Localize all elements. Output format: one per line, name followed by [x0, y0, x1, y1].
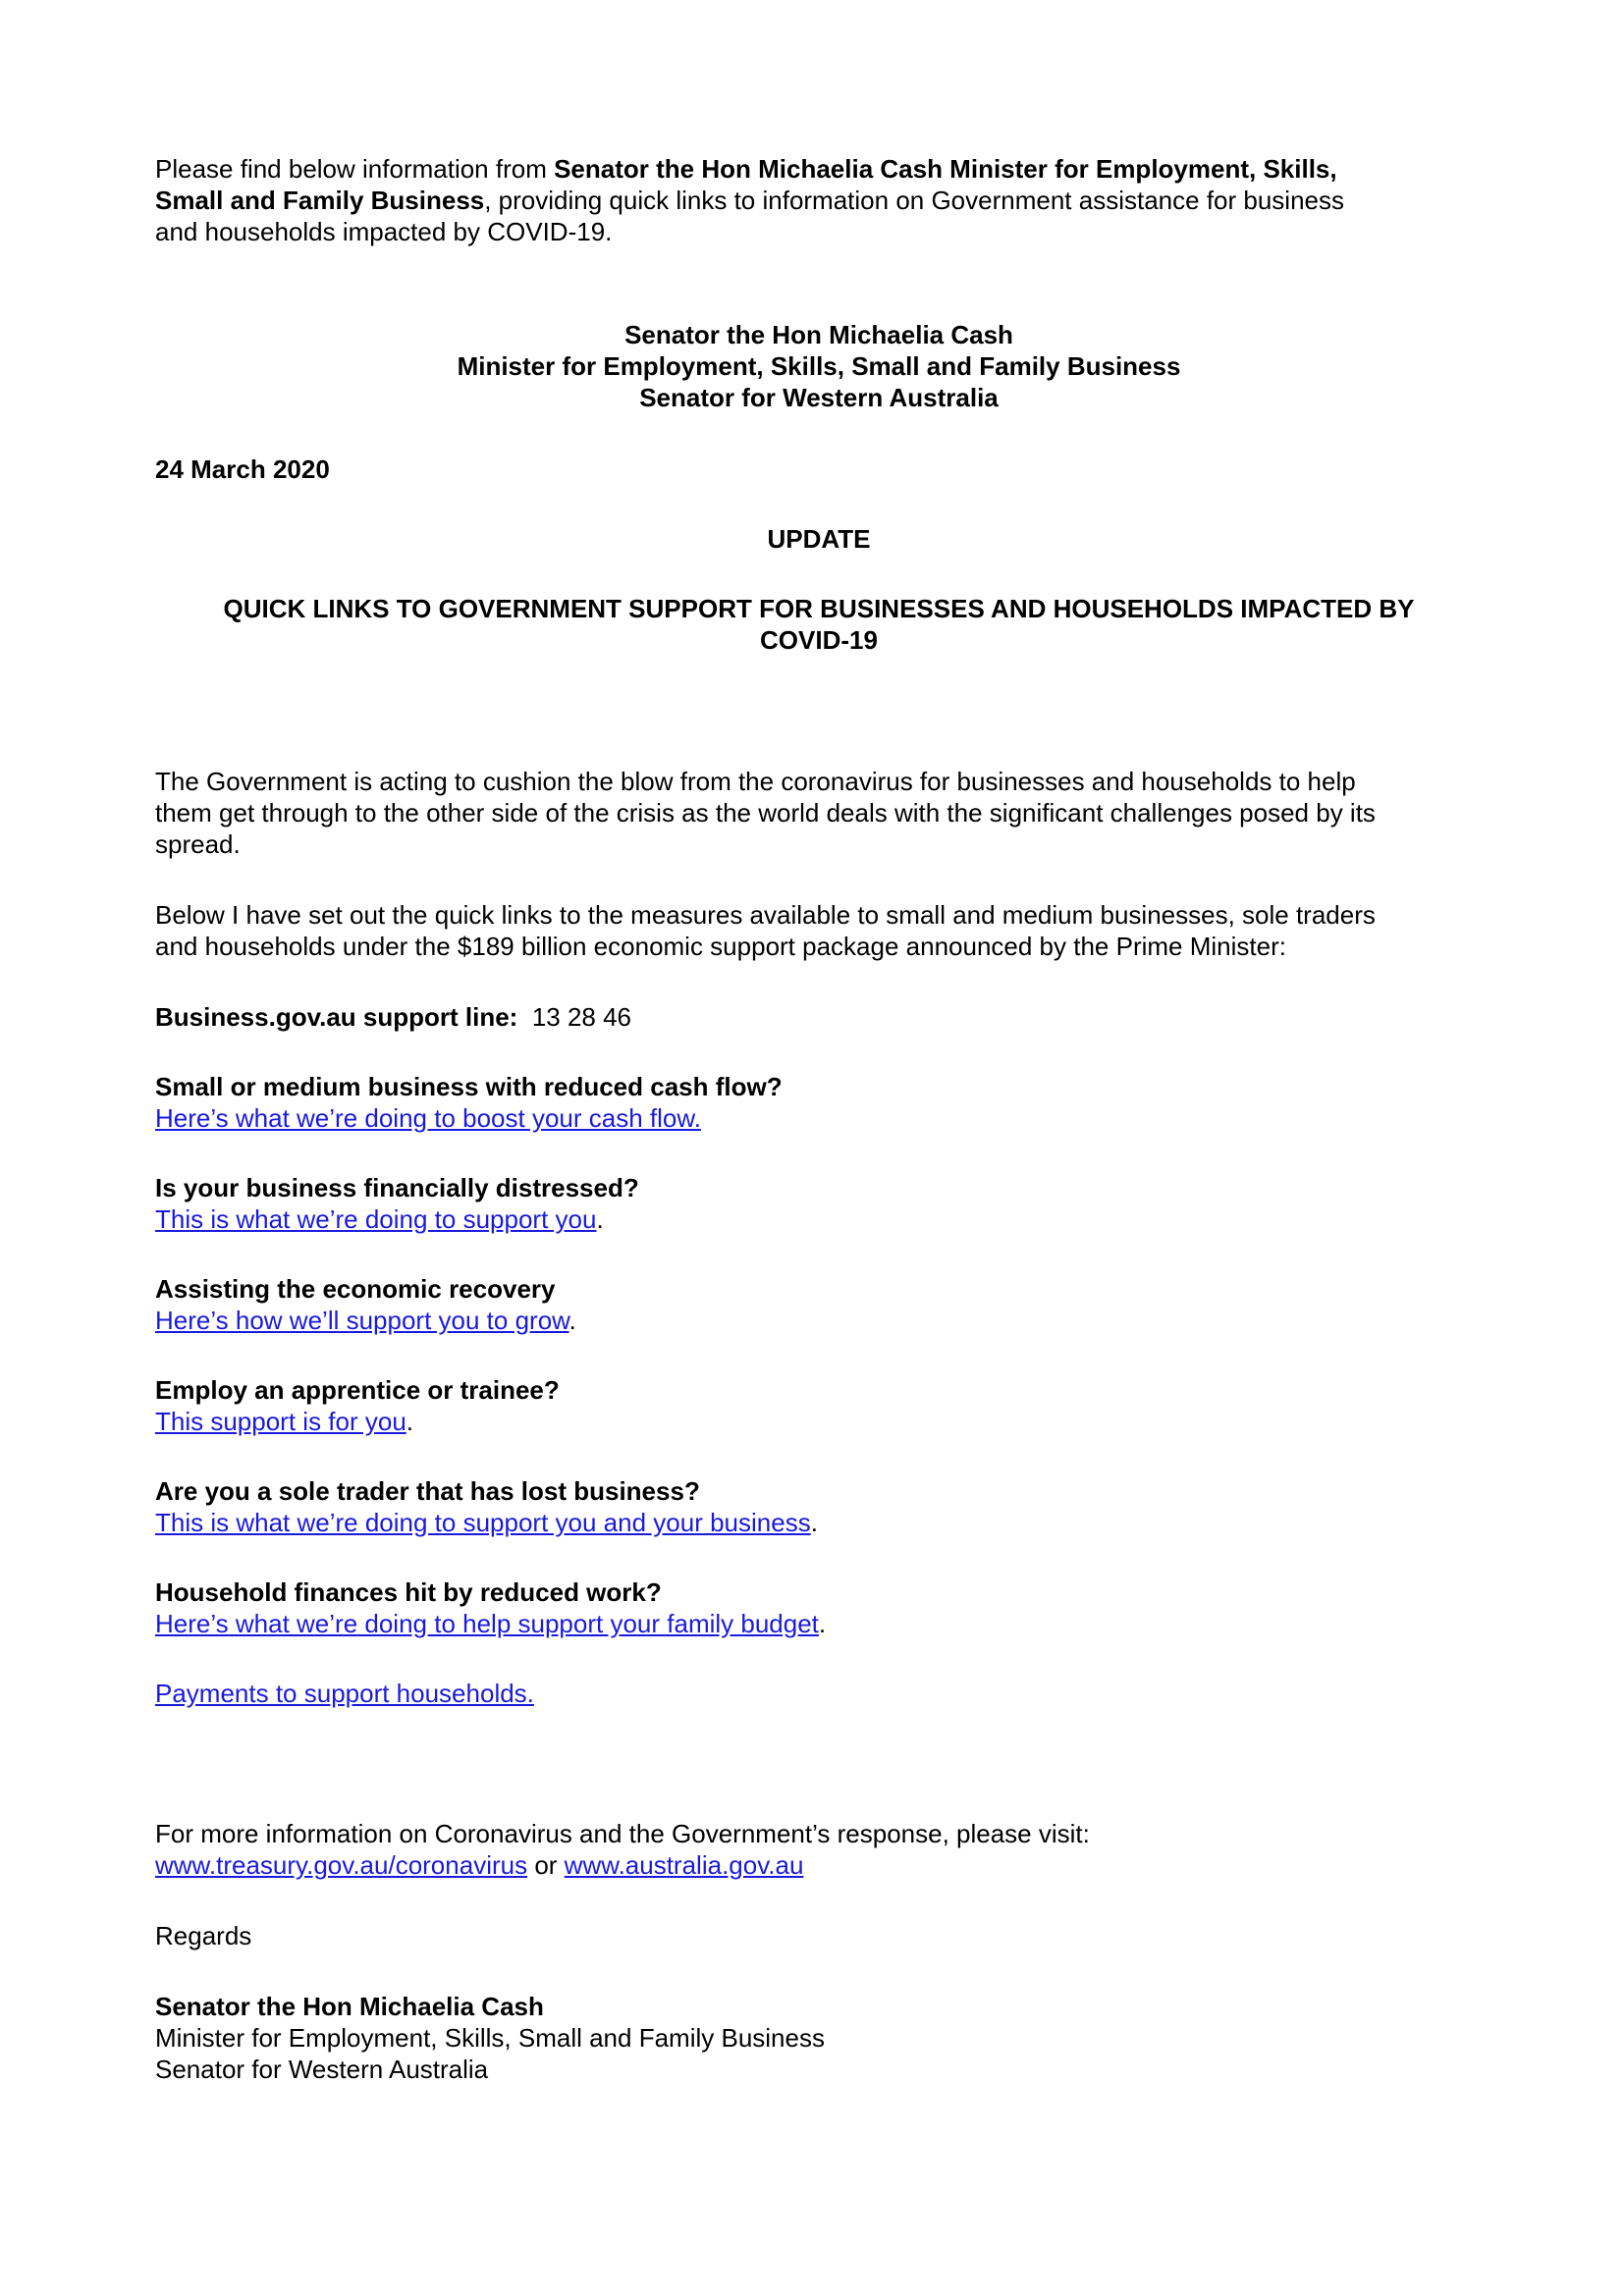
letterhead-role: Minister for Employment, Skills, Small and Family Business	[457, 351, 1181, 381]
intro-line-1	[155, 153, 1481, 185]
section-heading-economic-recovery: Assisting the economic recovery	[155, 1274, 556, 1304]
link-support-grow[interactable]: Here’s how we’ll support you to grow	[155, 1306, 569, 1335]
more-info-connector: or	[527, 1850, 565, 1880]
signature-seat: Senator for Western Australia	[155, 2055, 489, 2084]
paragraph-2-line-2: and households under the $189 billion economic support package announced by the Prime Minister:	[155, 932, 1286, 961]
link-australia-gov[interactable]: www.australia.gov.au	[564, 1850, 804, 1880]
intro-text: Please find below information from	[155, 154, 555, 184]
section-heading-financial-distress: Is your business financially distressed?	[155, 1173, 639, 1202]
intro-portfolio: Small and Family Business	[155, 186, 485, 215]
more-info-text: For more information on Coronavirus and the Government’s response, please visit:	[155, 1819, 1090, 1848]
section-heading-apprentice: Employ an apprentice or trainee?	[155, 1375, 560, 1405]
section-link-line-sole-trader	[155, 1507, 1481, 1538]
paragraph-1-line-1: The Government is acting to cushion the blow from the coronavirus for businesses and households to help	[155, 767, 1356, 796]
title-line-2: COVID-19	[760, 625, 878, 655]
letterhead-name: Senator the Hon Michaelia Cash	[624, 320, 1013, 349]
support-line	[155, 1001, 1481, 1033]
section-heading-household-finances: Household finances hit by reduced work?	[155, 1577, 662, 1607]
link-apprentice-support[interactable]: This support is for you	[155, 1407, 406, 1436]
more-info-links	[155, 1849, 1481, 1881]
section-link-line-cash-flow	[155, 1102, 1481, 1134]
link-trail: .	[406, 1407, 414, 1436]
link-sole-trader-support[interactable]: This is what we’re doing to support you and your business	[155, 1508, 811, 1537]
section-link-line-apprentice	[155, 1406, 1481, 1437]
intro-text: , providing quick links to information on Government assistance for business	[484, 186, 1344, 215]
link-support-you[interactable]: This is what we’re doing to support you	[155, 1204, 597, 1234]
signature-role: Minister for Employment, Skills, Small and Family Business	[155, 2023, 825, 2053]
link-trail: .	[810, 1508, 818, 1537]
intro-minister-name: Senator the Hon Michaelia Cash Minister for Employment, Skills,	[554, 154, 1337, 184]
link-treasury[interactable]: www.treasury.gov.au/coronavirus	[155, 1850, 528, 1880]
paragraph-2-line-1: Below I have set out the quick links to the measures available to small and medium businesses, sole traders	[155, 900, 1376, 930]
section-link-line-household-finances	[155, 1608, 1481, 1639]
section-link-line-financial-distress	[155, 1203, 1481, 1235]
link-trail: .	[818, 1609, 827, 1638]
link-trail: .	[596, 1204, 604, 1234]
closing: Regards	[155, 1921, 252, 1950]
link-boost-cash-flow[interactable]: Here’s what we’re doing to boost your cash flow.	[155, 1103, 701, 1133]
letterhead-seat: Senator for Western Australia	[639, 383, 999, 412]
paragraph-1-line-3: spread.	[155, 829, 241, 859]
section-link-line-economic-recovery	[155, 1305, 1481, 1336]
support-line-label: Business.gov.au support line:	[155, 1002, 518, 1032]
link-payments-households[interactable]: Payments to support households.	[155, 1679, 534, 1708]
households-link-line	[155, 1678, 1481, 1709]
link-trail: .	[568, 1306, 576, 1335]
date: 24 March 2020	[155, 454, 330, 484]
section-heading-sole-trader: Are you a sole trader that has lost business?	[155, 1476, 700, 1506]
update-heading: UPDATE	[767, 524, 871, 554]
intro-line-3: and households impacted by COVID-19.	[155, 217, 613, 246]
section-heading-cash-flow: Small or medium business with reduced cash flow?	[155, 1072, 783, 1101]
title-line-1: QUICK LINKS TO GOVERNMENT SUPPORT FOR BUSINESSES AND HOUSEHOLDS IMPACTED BY	[223, 594, 1415, 623]
paragraph-1-line-2: them get through to the other side of the crisis as the world deals with the significant challenges posed by its	[155, 798, 1376, 828]
support-line-spacer	[517, 1002, 531, 1032]
link-family-budget[interactable]: Here’s what we’re doing to help support your family budget	[155, 1609, 819, 1638]
signature-name: Senator the Hon Michaelia Cash	[155, 1992, 544, 2021]
intro-line-2	[155, 185, 1481, 216]
support-line-number: 13 28 46	[531, 1002, 632, 1032]
